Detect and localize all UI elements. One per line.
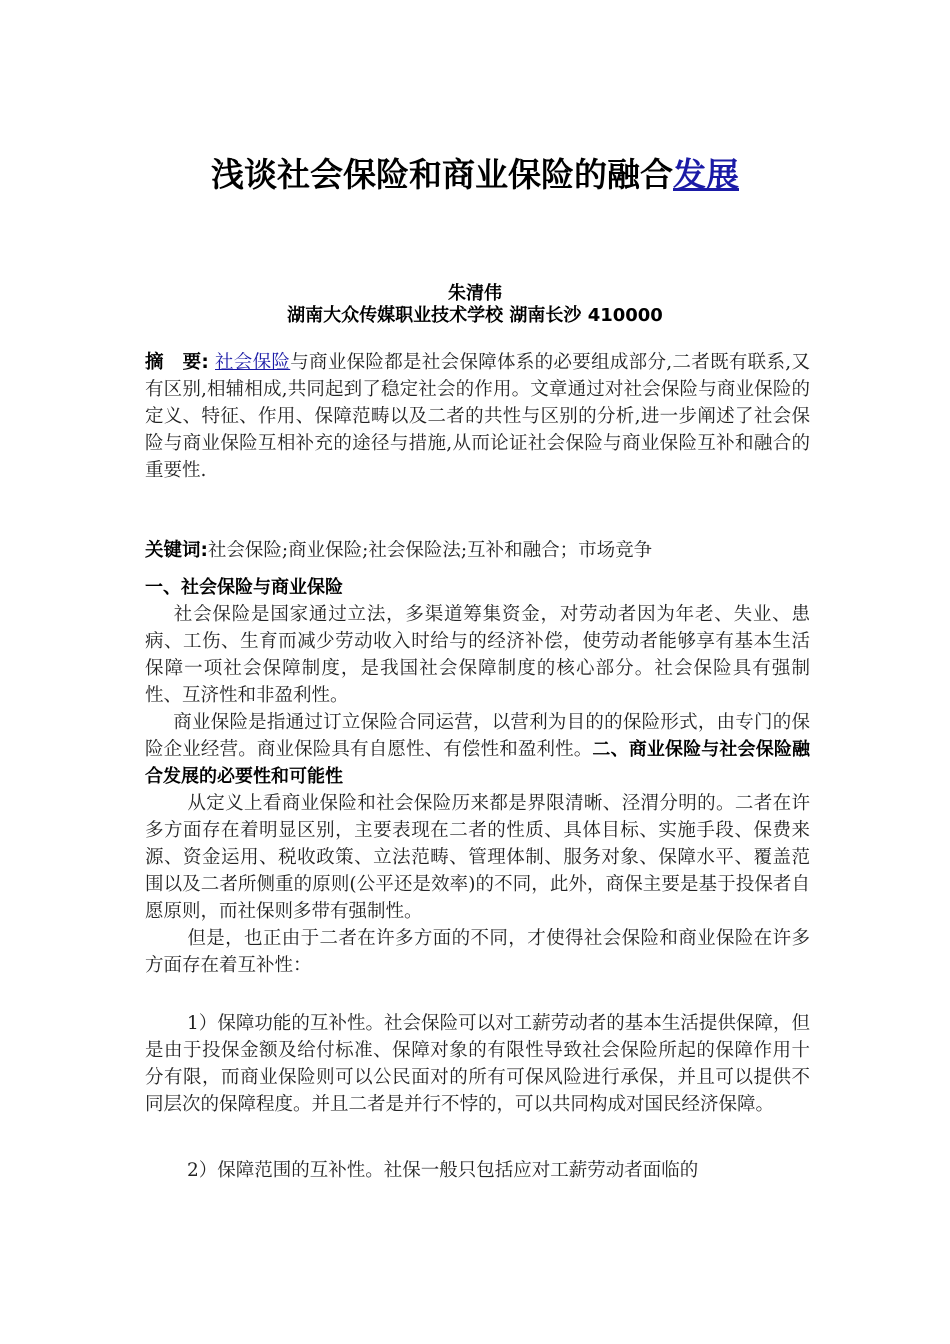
section1 [145, 574, 810, 979]
abstract [145, 349, 810, 484]
abstract-label: 摘 要: [145, 352, 209, 373]
section1-heading: 一、社会保险与商业保险 [145, 577, 343, 598]
section2-paragraph4: 2）保障范围的互补性。社保一般只包括应对工薪劳动者面临的 [187, 1160, 699, 1181]
author-name: 朱清伟 [448, 283, 502, 304]
section2-heading: 二、商业保险与社会保险融合发展的必要性和可能性 [145, 739, 810, 787]
keywords-label: 关键词: [145, 540, 208, 561]
section2-paragraph1: 从定义上看商业保险和社会保险历来都是界限清晰、泾渭分明的。二者在许多方面存在着明显区别，主要表现在二者的性质、具体目标、实施手段、保费来源、资金运用、税收政策、立法范畴、管理体制、服务对象、保障水平、覆盖范围以及二者所侧重的原则(公平还是效率)的不同，此外，商保主要是基于投保者自愿原则，而社保则多带有强制性。 [145, 793, 810, 922]
section2-item1 [145, 1010, 810, 1118]
title-text: 浅谈社会保险和商业保险的融合 [211, 155, 673, 194]
section1-paragraph2: 商业保险是指通过订立保险合同运营，以营利为目的的保险形式，由专门的保险企业经营。商业保险具有自愿性、有偿性和盈利性。 [145, 712, 810, 760]
section2-paragraph3: 1）保障功能的互补性。社会保险可以对工薪劳动者的基本生活提供保障，但是由于投保金额及给付标准、保障对象的有限性导致社会保险所起的保障作用十分有限，而商业保险则可以公民面对的所有可保风险进行承保，并且可以提供不同层次的保障程度。并且二者是并行不悖的，可以共同构成对国民经济保障。 [145, 1013, 810, 1115]
author-affiliation: 湖南大众传媒职业技术学校 湖南长沙 410000 [287, 305, 663, 326]
page-title [0, 150, 950, 200]
section1-paragraph1: 社会保险是国家通过立法，多渠道筹集资金，对劳动者因为年老、失业、患病、工伤、生育而减少劳动收入时给与的经济补偿，使劳动者能够享有基本生活保障一项社会保障制度，是我国社会保障制度的核心部分。社会保险具有强制性、互济性和非盈利性。 [145, 604, 810, 706]
section2-paragraph2: 但是，也正由于二者在许多方面的不同，才使得社会保险和商业保险在许多方面存在着互补性： [145, 928, 810, 976]
section2-item2 [145, 1157, 810, 1184]
keywords-text: 社会保险;商业保险;社会保险法;互补和融合；市场竞争 [207, 540, 653, 561]
abstract-text: 与商业保险都是社会保障体系的必要组成部分,二者既有联系,又有区别,相辅相成,共同起到了稳定社会的作用。文章通过对社会保险与商业保险的定义、特征、作用、保障范畴以及二者的共性与区别的分析,进一步阐述了社会保险与商业保险互相补充的途径与措施,从而论证社会保险与商业保险互补和融合的重要性. [145, 352, 810, 481]
title-link[interactable]: 发展 [673, 155, 739, 194]
keywords [145, 537, 810, 564]
abstract-link[interactable]: 社会保险 [215, 352, 291, 373]
